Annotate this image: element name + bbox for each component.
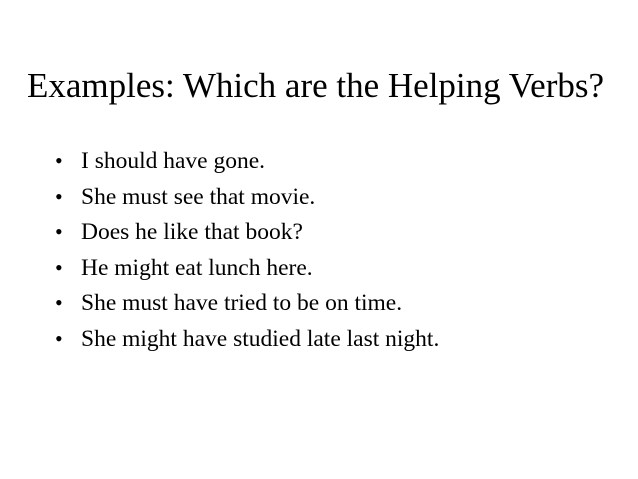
- bullet-text: She might have studied late last night.: [81, 325, 440, 352]
- bullet-item: [55, 143, 439, 179]
- bullet-dot-icon: •: [55, 290, 63, 315]
- bullet-dot-icon: •: [55, 219, 63, 244]
- bullet-text: Does he like that book?: [81, 219, 303, 245]
- bullet-text: She must see that movie.: [81, 183, 316, 210]
- bullet-item: [55, 321, 439, 357]
- bullet-dot-icon: •: [55, 148, 63, 173]
- slide-title: Examples: Which are the Helping Verbs?: [27, 66, 605, 105]
- bullet-item: [55, 250, 439, 286]
- bullet-text: He might eat lunch here.: [81, 254, 313, 281]
- bullet-text: She must have tried to be on time.: [81, 290, 403, 316]
- bullet-item: [55, 214, 439, 250]
- bullet-dot-icon: •: [55, 325, 63, 351]
- bullet-dot-icon: •: [55, 254, 63, 280]
- bullet-text: I should have gone.: [81, 148, 266, 174]
- bullet-dot-icon: •: [55, 183, 63, 209]
- bullet-list: [55, 143, 439, 356]
- bullet-item: [55, 285, 439, 321]
- bullet-item: [55, 179, 439, 215]
